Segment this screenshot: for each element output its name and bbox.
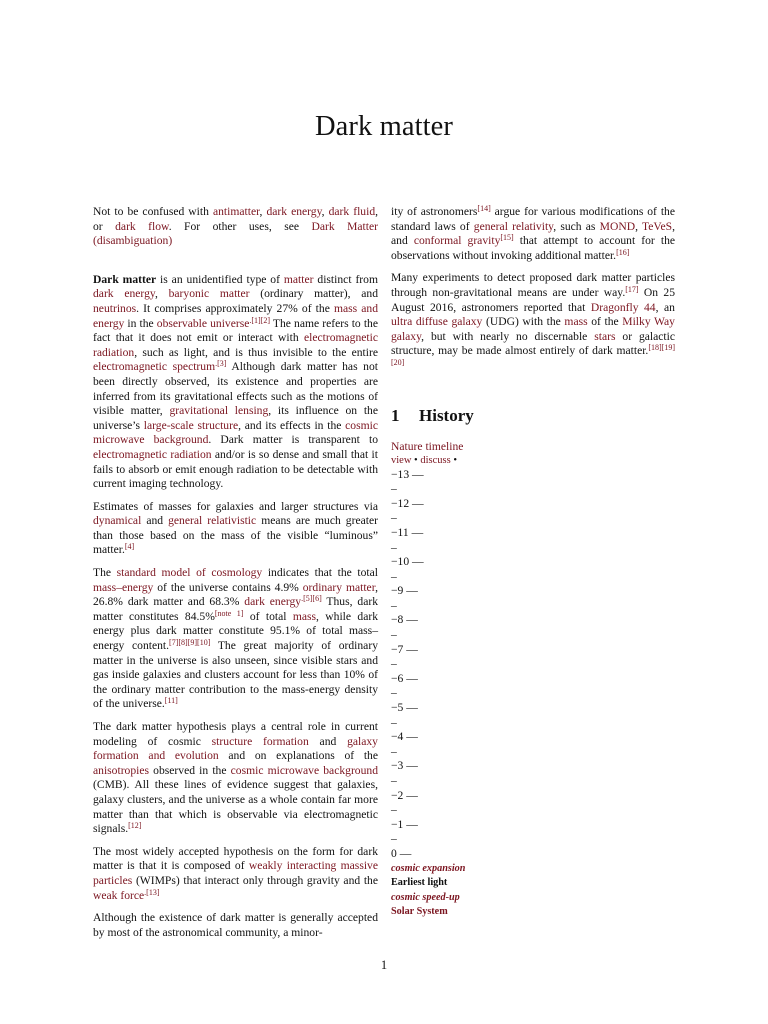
wiki-link[interactable]: cosmic microwave background: [230, 763, 378, 777]
timeline-separator: •: [411, 454, 421, 466]
text-run: (WIMPs) that interact only through gravity and the: [132, 873, 378, 887]
wiki-link[interactable]: mass: [564, 315, 588, 329]
text-run: argue for various modifications of the standard laws of: [391, 205, 675, 233]
wiki-link[interactable]: neutrinos: [93, 301, 137, 315]
text-run: (ordinary matter), and: [249, 287, 378, 301]
wiki-link[interactable]: general relativity: [473, 219, 554, 233]
text-run: . Dark matter is transparent to: [208, 433, 378, 447]
timeline-minor-tick: –: [391, 569, 397, 583]
timeline-axis: [391, 468, 675, 862]
timeline-event[interactable]: cosmic expansion: [391, 862, 466, 874]
wiki-link[interactable]: Dark Matter (disambiguation): [93, 219, 379, 248]
citation-link[interactable]: [4]: [124, 542, 135, 552]
article-body-right: [391, 205, 675, 374]
text-run: and: [141, 514, 169, 528]
section-title: History: [419, 405, 474, 425]
wiki-link[interactable]: matter: [283, 272, 314, 286]
text-run: of the universe contains 4.9%: [153, 580, 303, 594]
text-run: distinct from: [313, 272, 378, 286]
timeline-tick: −5 —: [391, 701, 418, 715]
timeline-tick: 0 —: [391, 846, 412, 860]
citation-link[interactable]: .[1][2]: [249, 315, 271, 325]
citation-link[interactable]: .[3]: [215, 359, 227, 369]
wiki-link[interactable]: weakly interacting massive particles: [93, 859, 378, 887]
wiki-link[interactable]: mass–energy: [93, 580, 154, 594]
wiki-link[interactable]: TeVeS: [641, 219, 673, 233]
text-run: Although the existence of dark matter is generally accepted by most of the astronomical community, a minor-: [93, 911, 378, 939]
text-run: The name refers to the fact that it does not emit or interact with: [93, 316, 378, 345]
timeline-separator: •: [450, 454, 458, 466]
timeline-tick: −6 —: [391, 671, 418, 685]
section-heading-history: [391, 406, 675, 426]
text-run: The great majority of ordinary matter in the universe is also unseen, since visible stars and gas inside galaxies and clusters account for less than 10% of the ordinary matter contribution to the mass-energy density of the universe.: [93, 639, 378, 711]
wiki-link[interactable]: general relativistic: [168, 514, 257, 528]
text-run: and/or is so dense and small that it fails to absorb or emit enough radiation to be detectable with current imaging technology.: [93, 447, 378, 491]
wiki-link[interactable]: ordinary matter: [302, 580, 376, 594]
text-run: , such as: [553, 219, 600, 233]
paragraph: [93, 911, 378, 940]
timeline-tick: −8 —: [391, 613, 418, 627]
citation-link[interactable]: [12]: [128, 821, 142, 831]
timeline-tick: −10 —: [391, 555, 424, 569]
timeline-tick: −11 —: [391, 525, 424, 539]
wiki-link[interactable]: electromagnetic radiation: [93, 447, 212, 461]
wiki-link[interactable]: anisotropies: [93, 763, 150, 777]
timeline-minor-tick: –: [391, 744, 397, 758]
text-run: Many experiments to detect proposed dark matter particles through non-gravitational means are under way.: [391, 271, 675, 299]
page-title: Dark matter: [315, 111, 453, 142]
paragraph: [93, 720, 378, 837]
timeline-minor-tick: –: [391, 715, 397, 729]
timeline-minor-tick: –: [391, 598, 397, 612]
citation-link[interactable]: [14]: [477, 204, 491, 213]
wiki-link[interactable]: mass: [292, 609, 317, 623]
wiki-link[interactable]: dark energy: [244, 595, 302, 609]
text-run: in the: [124, 316, 157, 330]
wiki-link[interactable]: Milky Way galaxy: [391, 315, 675, 343]
text-run: The: [93, 566, 117, 580]
wiki-link[interactable]: structure formation: [211, 734, 309, 748]
text-run: or galactic structure, may be made almost entirely of dark matter.: [391, 329, 675, 358]
text-run: means are much greater than those based on the mass of the visible “luminous” matter.: [93, 514, 378, 557]
text-run: observed in the: [149, 763, 231, 777]
section-number: 1: [391, 405, 400, 425]
paragraph: [93, 500, 378, 558]
timeline-title[interactable]: Nature timeline: [391, 439, 464, 453]
timeline-minor-tick: –: [391, 803, 397, 817]
text-run: ,: [154, 287, 169, 301]
text-run: Thus, dark matter constitutes 84.5%: [93, 595, 378, 623]
paragraph: [391, 271, 675, 373]
timeline-tick: −7 —: [391, 642, 418, 656]
wiki-link[interactable]: dark fluid: [328, 205, 376, 218]
bold-term: Dark matter: [93, 272, 157, 286]
timeline-tick: −3 —: [391, 759, 418, 773]
wiki-link[interactable]: stars: [594, 329, 616, 343]
citation-link[interactable]: [15]: [500, 233, 514, 243]
text-run: (UDG) with the: [482, 315, 565, 329]
text-run: . For other uses, see: [168, 219, 312, 233]
wiki-link[interactable]: dark energy: [93, 287, 155, 301]
text-run: , 26.8% dark matter and 68.3%: [93, 580, 379, 609]
timeline-minor-tick: –: [391, 540, 397, 554]
wiki-link[interactable]: dynamical: [93, 514, 142, 528]
citation-link[interactable]: [17]: [625, 284, 639, 294]
wiki-link[interactable]: weak force: [93, 888, 145, 902]
text-run: ity of astronomers: [391, 205, 478, 218]
timeline-events: [391, 862, 675, 920]
text-run: and on explanations of the: [218, 749, 378, 763]
paragraph: [93, 566, 378, 712]
text-run: of the: [587, 315, 623, 329]
text-run: and: [308, 734, 348, 748]
wiki-link[interactable]: large-scale structure: [143, 418, 239, 432]
citation-link[interactable]: [18][19][20]: [391, 343, 675, 367]
timeline-view-link[interactable]: view: [391, 454, 412, 466]
timeline-event[interactable]: Solar System: [391, 906, 448, 918]
timeline-nav: [391, 454, 675, 468]
text-run: that attempt to account for the observations without invoking additional matter.: [391, 234, 676, 262]
timeline-tick: −13 —: [391, 467, 424, 481]
text-run: ,: [321, 205, 329, 218]
hatnote: [93, 205, 378, 249]
citation-link[interactable]: .[13]: [144, 887, 160, 897]
timeline-minor-tick: –: [391, 774, 397, 787]
text-run: of total: [243, 609, 293, 623]
paragraph: [391, 205, 675, 263]
paragraph: [93, 273, 378, 492]
text-run: ,: [635, 219, 642, 233]
citation-link[interactable]: [note 1]: [214, 608, 244, 618]
text-run: , its influence on the universe’s: [93, 404, 378, 432]
text-run: The dark matter hypothesis plays a central role in current modeling of cosmic: [93, 720, 378, 748]
wiki-link[interactable]: standard model of cosmology: [116, 566, 263, 580]
paragraph: [93, 845, 378, 903]
timeline-tick: −2 —: [391, 788, 418, 802]
text-run: Although dark matter has not been directly observed, its existence and properties are inferred from its gravitational effects such as the motions of visible matter,: [93, 360, 378, 418]
timeline-minor-tick: –: [391, 832, 397, 846]
citation-link[interactable]: [16]: [616, 247, 630, 257]
wiki-link[interactable]: electromagnetic spectrum: [93, 360, 216, 374]
text-run: , but with nearly no discernable: [421, 329, 595, 343]
text-run: , and: [391, 219, 675, 248]
timeline-tick: −12 —: [391, 496, 424, 510]
timeline-tick: −9 —: [391, 584, 418, 598]
wiki-link[interactable]: dark energy: [266, 205, 322, 218]
wiki-link[interactable]: Dragonfly 44: [590, 300, 656, 314]
article-body-left: [93, 273, 378, 941]
wiki-link[interactable]: galaxy formation and evolution: [93, 734, 378, 763]
text-run: indicates that the total: [262, 566, 378, 580]
wiki-link[interactable]: antimatter: [212, 205, 260, 218]
wiki-link[interactable]: MOND: [599, 219, 636, 233]
timeline-minor-tick: –: [391, 482, 397, 496]
wiki-link[interactable]: dark flow: [115, 219, 169, 233]
wiki-link[interactable]: ultra diffuse galaxy: [391, 315, 483, 329]
text-run: is an unidentified type of: [156, 272, 284, 286]
wiki-link[interactable]: cosmic microwave background: [93, 418, 378, 447]
text-run: Estimates of masses for galaxies and larger structures via: [93, 499, 378, 513]
timeline-discuss-link[interactable]: discuss: [420, 454, 451, 466]
timeline-minor-tick: –: [391, 657, 397, 671]
timeline-minor-tick: –: [391, 628, 397, 642]
citation-link[interactable]: [7][8][9][10]: [169, 638, 211, 648]
text-run: , an: [655, 300, 675, 314]
text-run: . It comprises approximately 27% of the: [136, 301, 334, 315]
nature-timeline: [391, 440, 675, 920]
wiki-link[interactable]: mass and energy: [93, 301, 378, 330]
citation-link[interactable]: [11]: [164, 696, 178, 706]
text-run: , such as light, and is thus invisible to the entire: [134, 345, 378, 359]
text-run: The most widely accepted hypothesis on the form for dark matter is that it is composed of: [93, 844, 378, 873]
text-run: (CMB). All these lines of evidence suggest that galaxies, galaxy clusters, and the universe as a whole contain far more matter than that which is observable via electromagnetic signals.: [93, 778, 378, 836]
wiki-link[interactable]: conformal gravity: [413, 234, 501, 248]
citation-link[interactable]: .[5][6]: [301, 594, 322, 604]
timeline-tick: −4 —: [391, 730, 418, 744]
timeline-minor-tick: –: [391, 511, 397, 525]
timeline-tick: −1 —: [391, 817, 418, 831]
timeline-minor-tick: –: [391, 686, 397, 700]
text-run: Not to be confused with: [93, 205, 213, 218]
text-run: , or: [93, 205, 379, 233]
wiki-link[interactable]: electromagnetic radiation: [93, 331, 378, 359]
timeline-event[interactable]: cosmic speed-up: [391, 891, 460, 903]
text-run: , and its effects in the: [238, 418, 346, 432]
text-run: ,: [259, 205, 267, 218]
right-column: [391, 205, 675, 920]
timeline-event[interactable]: Earliest light: [391, 877, 448, 889]
wiki-link[interactable]: baryonic matter: [168, 287, 250, 301]
text-run: , while dark energy plus dark matter constitute 95.1% of total mass–energy content.: [93, 609, 378, 653]
left-column: [93, 205, 378, 948]
wiki-link[interactable]: observable universe: [156, 316, 250, 330]
page-number: 1: [380, 958, 388, 972]
wiki-link[interactable]: gravitational lensing: [169, 404, 269, 418]
text-run: On 25 August 2016, astronomers reported that: [391, 285, 676, 314]
